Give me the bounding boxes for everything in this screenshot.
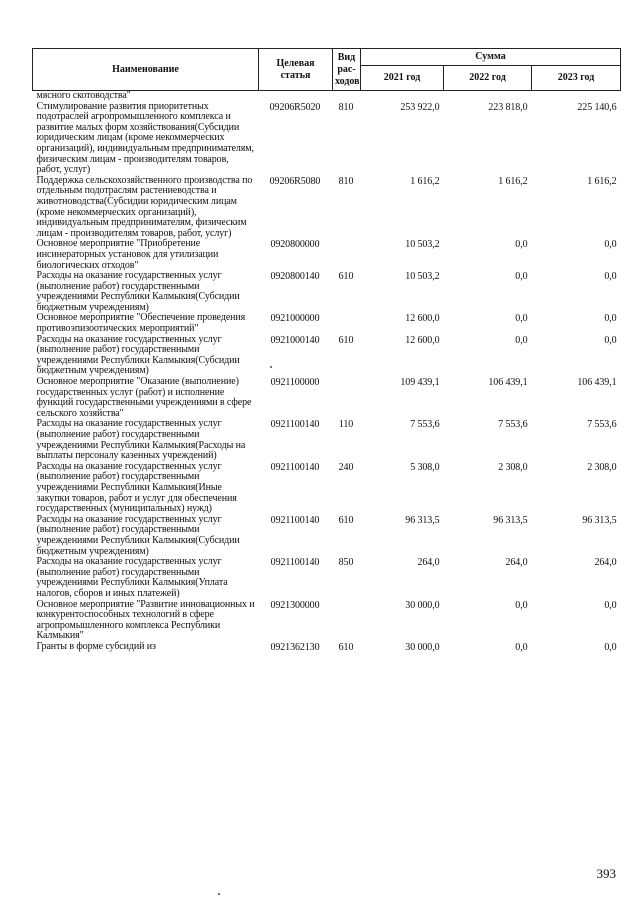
row-code: 0921100140	[270, 514, 320, 526]
header-year-2023: 2023 год	[532, 66, 621, 91]
row-name: Поддержка сельскохозяйственного производства по отдельным подотраслям растениеводства и животноводства(Субсидии юридическим лицам (кроме некоммерческих организаций), индивидуальным предпринимателям, физическим лицам - производителям товаров, работ, услуг)	[36, 174, 253, 239]
row-code: 0920800000	[270, 239, 320, 251]
row-value-2022: 0,0	[515, 271, 528, 283]
row-vid	[333, 239, 361, 271]
row-value-2021: 10 503,2	[405, 239, 440, 251]
table-row	[33, 176, 621, 240]
row-value-2023: 0,0	[604, 239, 617, 251]
row-value-2022: 0,0	[515, 641, 528, 653]
row-value-2023: 0,0	[604, 334, 617, 346]
row-value-2022: 0,0	[515, 599, 528, 611]
row-code: 09206R5080	[269, 175, 321, 187]
row-value-2023: 225 140,6	[577, 101, 617, 113]
row-value-2023: 0,0	[604, 313, 617, 325]
row-code: 0921300000	[270, 599, 320, 611]
table-row	[33, 557, 621, 599]
table-row	[33, 313, 621, 334]
row-code: 0921100140	[270, 419, 320, 431]
row-name: мясного скотоводства"	[36, 90, 131, 101]
row-name: Расходы на оказание государственных услуг (выполнение работ) государственными учреждениями Республики Калмыкия(Уплата налогов, сборов и иных платежей)	[36, 556, 228, 599]
row-value-2023: 0,0	[604, 641, 617, 653]
table-body	[33, 91, 621, 654]
row-name: Расходы на оказание государственных услуг (выполнение работ) государственными учреждениями Республики Калмыкия(Субсидии бюджетным учреждениям)	[36, 333, 240, 377]
row-value-2022: 7 553,6	[498, 419, 528, 431]
row-value-2022: 0,0	[515, 313, 528, 325]
row-value-2021: 253 922,0	[400, 101, 440, 113]
row-code	[259, 91, 333, 102]
row-name: Основное мероприятие "Приобретение инсинераторных установок для утилизации биологических отходов"	[36, 238, 219, 271]
row-value-2021: 12 600,0	[405, 313, 440, 325]
row-code: 0921362130	[270, 641, 320, 653]
row-value-2021: 96 313,5	[405, 514, 440, 526]
row-vid: 810	[338, 175, 354, 187]
row-code: 0921100140	[270, 557, 320, 569]
row-name: Гранты в форме субсидий из	[36, 640, 156, 652]
row-value-2022: 2 308,0	[498, 461, 528, 473]
row-code: 0921000140	[270, 334, 320, 346]
table-row	[33, 335, 621, 377]
row-name: Основное мероприятие "Развитие инновационных и конкурентоспособных технологий в сфере агропромышленного комплекса Республики Калмыкия"	[36, 598, 255, 642]
scan-speck	[270, 366, 272, 368]
row-value-2022: 106 439,1	[488, 377, 528, 389]
row-value-2023: 96 313,5	[582, 514, 617, 526]
row-value-2022: 0,0	[515, 239, 528, 251]
row-name: Расходы на оказание государственных услуг (выполнение работ) государственными учреждениями Республики Калмыкия(Субсидии бюджетным учреждениям)	[36, 270, 240, 313]
row-code: 0921100140	[270, 461, 320, 473]
row-vid	[333, 91, 361, 102]
row-value-2021: 109 439,1	[400, 377, 440, 389]
page-number: 393	[596, 866, 616, 881]
scan-speck	[218, 893, 220, 895]
row-value-2022: 264,0	[505, 557, 528, 569]
row-vid: 610	[338, 334, 354, 346]
row-vid: 240	[338, 461, 354, 473]
row-value-2021: 30 000,0	[405, 599, 440, 611]
row-code: 09206R5020	[269, 101, 321, 113]
row-code: 0920800140	[270, 271, 320, 283]
row-value-2023: 106 439,1	[577, 377, 617, 389]
table-row	[33, 600, 621, 642]
row-code: 0921100000	[270, 377, 320, 389]
budget-table	[32, 48, 621, 653]
budget-table-sheet	[32, 48, 620, 653]
header-name: Наименование	[33, 49, 259, 91]
row-vid: 850	[338, 557, 354, 569]
row-name: Стимулирование развития приоритетных подотраслей агропромышленного комплекса и развитие малых форм хозяйствования(Субсидии юридическим лицам (кроме некоммерческих организаций), индивидуальным предпринимателям, физическим лицам - производителям товаров, работ, услуг)	[36, 100, 254, 176]
row-value-2022	[444, 91, 532, 102]
row-vid	[333, 377, 361, 419]
table-row	[33, 419, 621, 461]
header-code: Целевая статья	[259, 49, 333, 91]
row-value-2021: 264,0	[417, 557, 440, 569]
row-name: Основное мероприятие "Оказание (выполнение) государственных услуг (работ) и исполнение функций государственными учреждениями в сфере сельского хозяйства"	[36, 376, 252, 419]
row-value-2023: 1 616,2	[587, 175, 617, 187]
table-row	[33, 271, 621, 313]
table-row	[33, 91, 621, 102]
row-code: 0921000000	[270, 313, 320, 325]
table-row	[33, 515, 621, 557]
row-value-2022: 0,0	[515, 334, 528, 346]
row-name: Основное мероприятие "Обеспечение проведения противоэпизоотических мероприятий"	[36, 312, 246, 335]
row-value-2021: 1 616,2	[410, 175, 440, 187]
table-header	[33, 49, 621, 91]
row-value-2021: 12 600,0	[405, 334, 440, 346]
row-value-2023: 0,0	[604, 271, 617, 283]
header-year-2022: 2022 год	[444, 66, 532, 91]
table-row	[33, 462, 621, 515]
table-row	[33, 642, 621, 654]
header-year-2021: 2021 год	[361, 66, 444, 91]
row-value-2021: 30 000,0	[405, 641, 440, 653]
row-value-2023: 0,0	[604, 599, 617, 611]
table-row	[33, 239, 621, 271]
row-value-2023: 7 553,6	[587, 419, 617, 431]
row-value-2021: 7 553,6	[410, 419, 440, 431]
row-vid: 610	[338, 514, 354, 526]
row-vid	[333, 600, 361, 642]
row-value-2023	[532, 91, 621, 102]
row-value-2022: 1 616,2	[498, 175, 528, 187]
table-row	[33, 102, 621, 176]
row-name: Расходы на оказание государственных услуг (выполнение работ) государственными учреждениями Республики Калмыкия(Расходы на выплаты персоналу казенных учреждений)	[36, 418, 246, 462]
row-value-2022: 96 313,5	[493, 514, 528, 526]
row-value-2021: 10 503,2	[405, 271, 440, 283]
row-vid: 810	[338, 101, 354, 113]
row-value-2023: 264,0	[594, 557, 617, 569]
row-vid: 610	[338, 641, 354, 653]
row-value-2021	[361, 91, 444, 102]
table-row	[33, 377, 621, 419]
header-vid: Вид рас-ходов	[333, 49, 361, 91]
row-value-2022: 223 818,0	[488, 101, 528, 113]
row-vid	[333, 313, 361, 334]
row-name: Расходы на оказание государственных услуг (выполнение работ) государственными учреждениями Республики Калмыкия(Иные закупки товаров, работ и услуг для обеспечения государственных (муниципальных) нужд)	[36, 460, 237, 515]
row-value-2023: 2 308,0	[587, 461, 617, 473]
row-vid: 110	[338, 419, 354, 431]
header-sum: Сумма	[361, 49, 621, 66]
row-vid: 610	[338, 271, 354, 283]
row-value-2021: 5 308,0	[410, 461, 440, 473]
row-name: Расходы на оказание государственных услуг (выполнение работ) государственными учреждениями Республики Калмыкия(Субсидии бюджетным учреждениям)	[36, 513, 240, 557]
